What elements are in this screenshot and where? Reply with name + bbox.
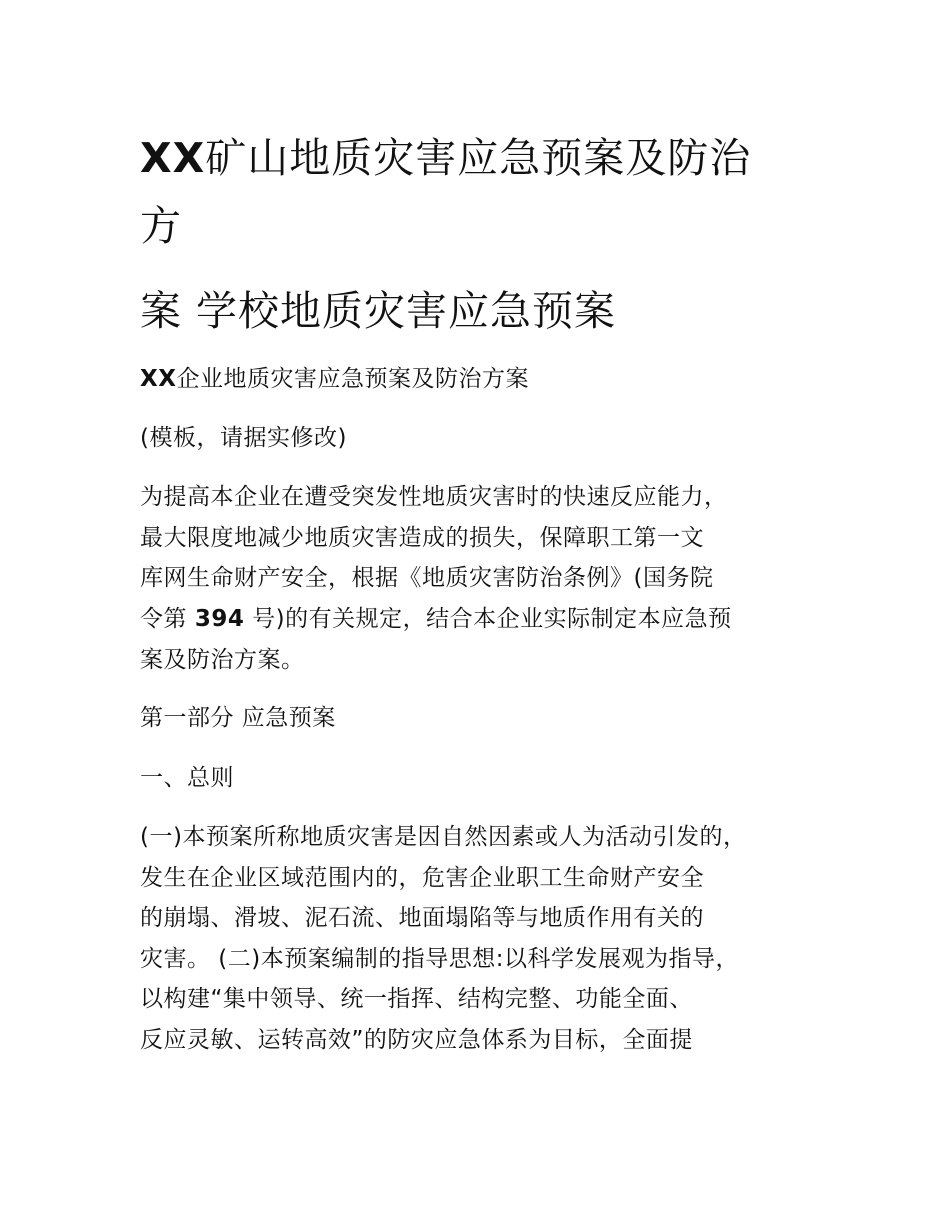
intro-line-4-prefix: 令第	[140, 606, 187, 632]
subtitle-text: 企业地质灾害应急预案及防治方案	[176, 366, 529, 392]
intro-line-2: 最大限度地减少地质灾害造成的损失，保障职工第一文	[140, 525, 704, 551]
body-line-4: 灾害。 (二)本预案编制的指导思想:以科学发展观为指导，	[140, 946, 740, 972]
document-title-line-2: 方	[140, 202, 182, 250]
document-title-line-1	[140, 134, 752, 182]
intro-line-4	[140, 608, 732, 631]
document-title-line-3: 案 学校地质灾害应急预案	[140, 287, 617, 335]
body-line-1: (一)本预案所称地质灾害是因自然因素或人为活动引发的，	[140, 824, 747, 850]
title-prefix: XX	[140, 134, 206, 182]
intro-line-5: 案及防治方案。	[140, 647, 305, 673]
section-heading: 一、总则	[140, 765, 234, 791]
body-line-6: 反应灵敏、运转高效”的防灾应急体系为目标，全面提	[140, 1027, 693, 1053]
title-text: 矿山地质灾害应急预案及防治	[205, 134, 752, 182]
decree-number: 394	[194, 606, 245, 632]
subtitle-prefix: XX	[140, 366, 177, 392]
body-line-2: 发生在企业区域范围内的，危害企业职工生命财产安全	[140, 865, 704, 891]
subtitle	[140, 368, 529, 391]
intro-line-4-rest: 号)的有关规定，结合本企业实际制定本应急预	[252, 606, 732, 632]
intro-line-1: 为提高本企业在遭受突发性地质灾害时的快速反应能力，	[140, 484, 728, 510]
body-line-3: 的崩塌、滑坡、泥石流、地面塌陷等与地质作用有关的	[140, 905, 704, 931]
template-note: (模板，请据实修改)	[140, 425, 347, 451]
intro-line-3: 库网生命财产安全，根据《地质灾害防治条例》(国务院	[140, 565, 714, 591]
body-line-5: 以构建“集中领导、统一指挥、结构完整、功能全面、	[140, 986, 693, 1012]
part-heading: 第一部分 应急预案	[140, 705, 336, 731]
